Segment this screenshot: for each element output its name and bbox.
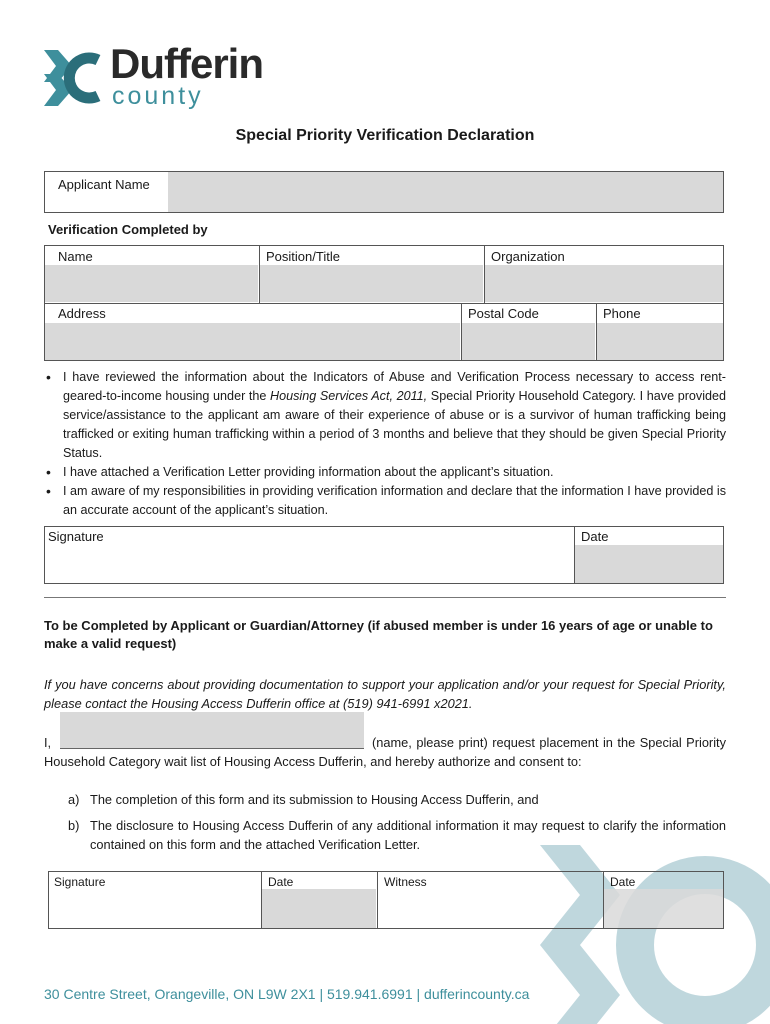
applicant-name-field[interactable] xyxy=(168,172,723,212)
witness-date-field[interactable] xyxy=(604,889,723,928)
signature-label: Signature xyxy=(48,529,104,544)
list-item: • I am aware of my responsibilities in providing verification information and declare that the information I have provided is an accurate account of the applicant’s situation. xyxy=(44,482,726,520)
table-row-divider xyxy=(44,303,724,304)
item-a-marker: a) xyxy=(68,792,80,807)
verifier-date-field[interactable] xyxy=(575,545,723,583)
logo-name: Dufferin xyxy=(110,40,263,87)
position-field[interactable] xyxy=(260,265,483,302)
organization-field[interactable] xyxy=(485,265,723,302)
verifier-name-field[interactable] xyxy=(45,265,258,302)
page-title: Special Priority Verification Declaration xyxy=(235,127,535,144)
section-divider xyxy=(44,597,726,598)
verification-heading: Verification Completed by xyxy=(48,222,208,237)
contact-note: If you have concerns about providing documentation to support your application and/or your request for Special Priority, please contact the Housing Access Dufferin office at (519) 941-6991 x2021. xyxy=(44,677,726,711)
item-b-marker: b) xyxy=(68,818,80,833)
table-col-divider xyxy=(377,871,378,929)
organization-label: Organization xyxy=(491,249,565,264)
declaration-list xyxy=(44,368,726,520)
phone-field[interactable] xyxy=(597,323,723,360)
logo-mark-icon xyxy=(42,46,104,108)
date-label: Date xyxy=(581,529,609,544)
consent-text: (name, please print) request placement in the Special Priority Household Category wait list of Housing Access Dufferin, and hereby authorize and consent to: xyxy=(44,735,726,769)
watermark-logo xyxy=(520,835,770,1024)
item-a-text: The completion of this form and its submission to Housing Access Dufferin, and xyxy=(90,792,539,807)
applicant-name-label: Applicant Name xyxy=(58,177,150,192)
witness-date-label: Date xyxy=(610,875,636,889)
logo-subtitle: county xyxy=(112,82,204,110)
date-label: Date xyxy=(268,875,294,889)
phone-label: Phone xyxy=(603,306,641,321)
address-label: Address xyxy=(58,306,106,321)
footer-contact: 30 Centre Street, Orangeville, ON L9W 2X1 | 519.941.6991 | dufferincounty.ca xyxy=(44,986,530,1002)
applicant-date-field[interactable] xyxy=(262,889,376,928)
postal-code-label: Postal Code xyxy=(468,306,539,321)
postal-code-field[interactable] xyxy=(462,323,595,360)
applicant-section-heading: To be Completed by Applicant or Guardian/Attorney (if abused member is under 16 years of age or unable to make a valid request) xyxy=(44,618,713,651)
witness-label: Witness xyxy=(384,875,427,889)
dufferin-county-logo xyxy=(42,40,302,116)
list-item: • I have reviewed the information about the Indicators of Abuse and Verification Process necessary to access rent-geared-to-income housing under the Housing Services Act, 2011, Special Priority Household Category. I have provided service/assistance to the applicant am aware of their experience of abuse or is a survivor of human trafficking being trafficked or exiting human trafficking within a period of 3 months and believe that they should be given Special Priority Status. xyxy=(44,368,726,463)
i-prefix: I, xyxy=(44,735,52,750)
position-label: Position/Title xyxy=(266,249,340,264)
name-label: Name xyxy=(58,249,93,264)
signature-label: Signature xyxy=(54,875,106,889)
address-field[interactable] xyxy=(45,323,460,360)
item-b-text: The disclosure to Housing Access Dufferin of any additional information it may request to clarify the information contained on this form and the attached Verification Letter. xyxy=(90,818,726,852)
list-item: • I have attached a Verification Letter providing information about the applicant’s situation. xyxy=(44,463,726,482)
